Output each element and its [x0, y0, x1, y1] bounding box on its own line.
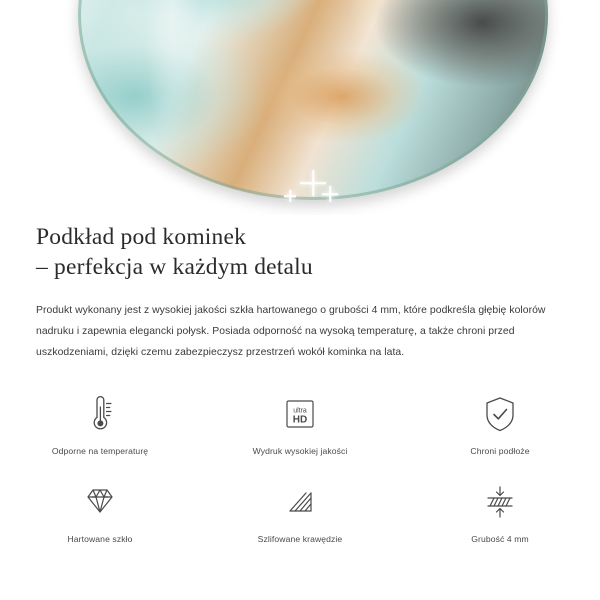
text-block — [0, 222, 600, 363]
description-paragraph: Produkt wykonany jest z wysokiej jakości szkła hartowanego o grubości 4 mm, które podkreśla głębię kolorów nadruku i zapewnia elegancki połysk. Posiada odporność na wysoką temperaturę, a także chroni przed uszkodzeniami, dzięki czemu zabezpieczysz przestrzeń wokół kominka na lata. — [36, 305, 546, 358]
feature-item-thickness — [400, 480, 600, 560]
feature-label: Odporne na temperaturę — [51, 446, 149, 456]
round-glass-mat-image — [78, 0, 548, 200]
diamond-icon — [80, 480, 120, 524]
svg-text:ultra: ultra — [293, 407, 307, 415]
headline-line-2: – perfekcja w każdym detalu — [36, 254, 313, 280]
thermometer-icon — [83, 392, 117, 436]
feature-item-protects-surface — [400, 392, 600, 472]
thickness-arrows-icon — [480, 480, 520, 524]
feature-item-tempered-glass — [0, 480, 200, 560]
ultra-hd-icon — [281, 392, 319, 436]
feature-label: Hartowane szkło — [67, 534, 133, 544]
feature-item-print-quality — [200, 392, 400, 472]
shield-check-icon — [481, 392, 519, 436]
feature-item-polished-edges — [200, 480, 400, 560]
feature-label: Chroni podłoże — [470, 446, 530, 456]
svg-text:HD: HD — [292, 414, 308, 426]
feature-list — [0, 392, 600, 560]
headline-line-1: Podkład pod kominek — [36, 224, 247, 250]
page-title — [36, 222, 600, 282]
feature-label: Szlifowane krawędzie — [257, 534, 343, 544]
feature-item-temperature — [0, 392, 200, 472]
hero-image — [0, 0, 600, 215]
polished-edges-icon — [280, 480, 320, 524]
feature-label: Grubość 4 mm — [471, 534, 529, 544]
feature-label: Wydruk wysokiej jakości — [252, 446, 348, 456]
